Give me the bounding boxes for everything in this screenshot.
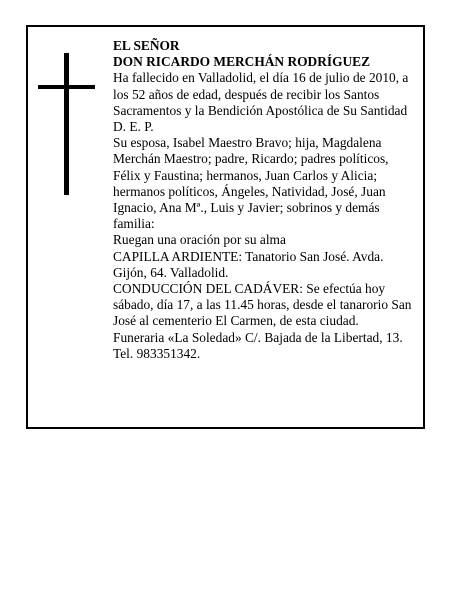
- family-paragraph: Su esposa, Isabel Maestro Bravo; hija, Magdalena Merchán Maestro; padre, Ricardo; padres políticos, Félix y Faustina; hermanos, Juan Carlos y Alicia; hermanos políticos, Ángeles, Natividad, José, Juan Ignacio, Ana Mª., Luis y Javier; sobrinos y demás familia:: [113, 135, 389, 232]
- cross-horizontal-bar: [38, 85, 95, 89]
- prayer-line: Ruegan una oración por su alma: [113, 232, 286, 248]
- conduction-paragraph: CONDUCCIÓN DEL CADÁVER: Se efectúa hoy sábado, día 17, a las 11.45 horas, desde el tanarorio San José al cementerio El Carmen, de esta ciudad.: [113, 281, 412, 329]
- deceased-name: DON RICARDO MERCHÁN RODRÍGUEZ: [113, 54, 371, 70]
- chapel-paragraph: CAPILLA ARDIENTE: Tanatorio San José. Avda. Gijón, 64. Valladolid.: [113, 248, 384, 280]
- cross-vertical-bar: [64, 53, 69, 195]
- title-line-1: EL SEÑOR: [113, 38, 180, 53]
- funeral-home-paragraph: Funeraria «La Soledad» C/. Bajada de la Libertad, 13. Tel. 983351342.: [113, 329, 403, 361]
- obituary-text: [113, 38, 415, 362]
- death-paragraph: Ha fallecido en Valladolid, el día 16 de julio de 2010, a los 52 años de edad, después de recibir los Santos Sacramentos y la Bendición Apostólica de Su Santidad D. E. P.: [113, 70, 409, 135]
